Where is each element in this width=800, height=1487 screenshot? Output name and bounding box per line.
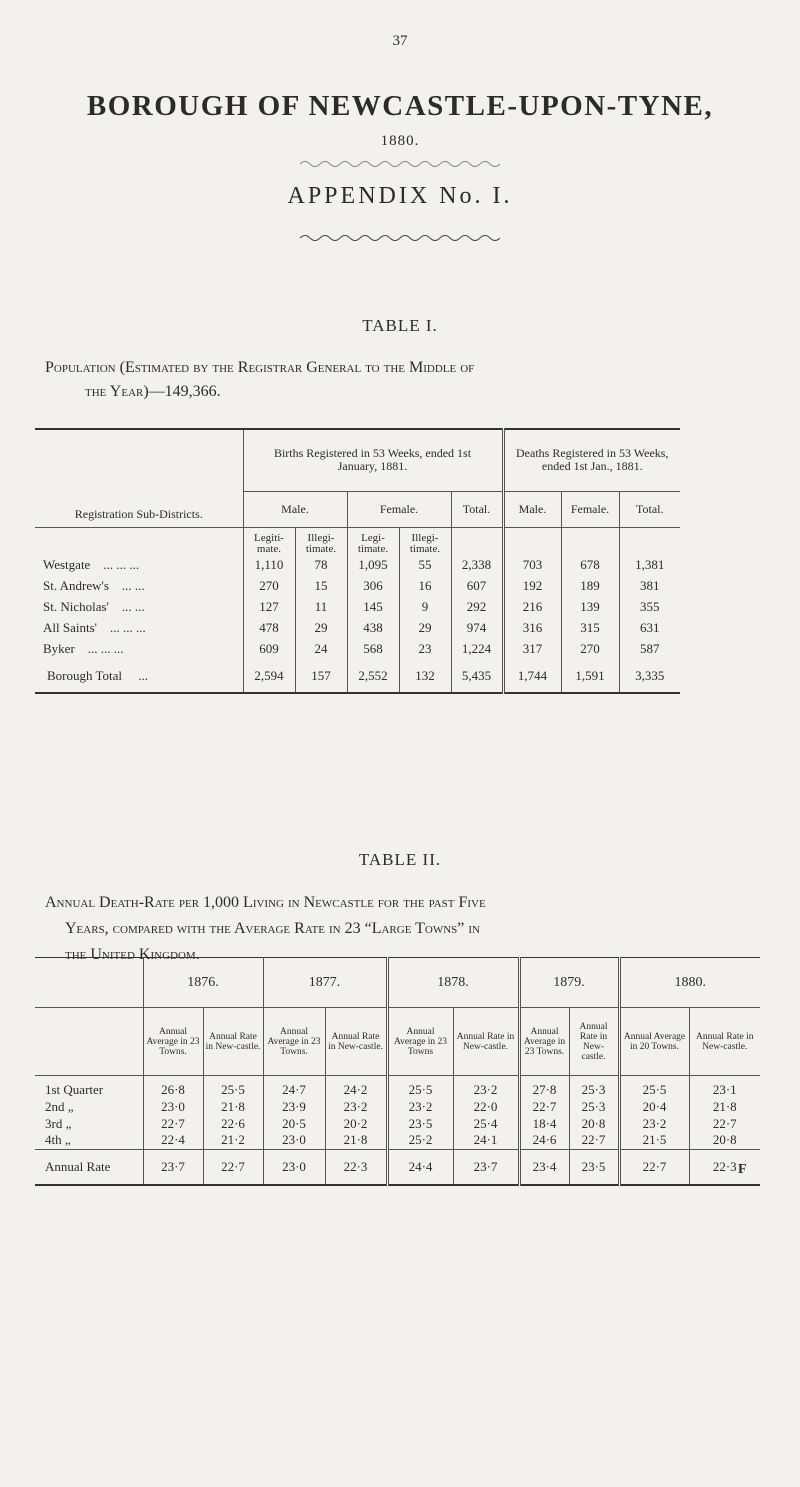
year-header: 1878. [387,958,519,1008]
row-label: 2nd „ [45,1098,74,1114]
quarter-row [35,1115,760,1132]
table-cell: 2,338 [451,555,503,575]
births-header: Births Registered in 53 Weeks, ended 1st January, 1881. [243,429,503,491]
rate-sub-header: Annual Average in 23 Towns. [143,1008,203,1076]
table2-heading: TABLE II. [358,850,442,869]
table-cell: 607 [451,575,503,596]
rate-sub-header: Annual Rate in New-castle. [453,1008,519,1076]
table-cell: 25·5 [203,1076,263,1099]
quarter-row [35,1076,760,1099]
table1-caption [45,356,765,404]
table-cell: 438 [347,617,399,638]
deaths-header: Deaths Registered in 53 Weeks, ended 1st Jan., 1881. [503,429,680,491]
table-cell: 29 [295,617,347,638]
table-cell: 24·6 [519,1132,569,1149]
row-label: Westgate ... ... ... [43,557,140,572]
page-number: 37 [392,33,408,49]
appendix-heading: APPENDIX No. I. [287,183,513,209]
table2-caption-line2: Years, compared with the Average Rate in 23 “Large Towns” in [65,920,480,937]
row-label: Borough Total ... [47,667,149,683]
table-cell: 22·0 [453,1098,519,1115]
table-cell: 139 [561,596,619,617]
table-cell: 24·7 [263,1076,325,1099]
row-label: 3rd „ [45,1115,72,1131]
table-cell: 29 [399,617,451,638]
district-row [35,575,680,596]
table-cell: 25·5 [387,1076,453,1099]
report-year: 1880. [380,133,420,149]
district-row [35,638,680,659]
table2-caption-line3: the United Kingdom. [65,946,200,963]
table-cell: 478 [243,617,295,638]
legitimate-female-header: Legi-timate. [347,527,399,555]
district-row [35,617,680,638]
births-male-header: Male. [243,491,347,527]
births-female-header: Female. [347,491,451,527]
table-cell: 25·2 [387,1132,453,1149]
table-cell: 20·5 [263,1115,325,1132]
annual-rate-row [35,1149,760,1185]
table-cell: 1,381 [619,555,680,575]
table-cell: 23·2 [619,1115,689,1132]
table-cell: 355 [619,596,680,617]
table-cell: 292 [451,596,503,617]
table-cell: 25·3 [569,1098,619,1115]
table-cell: 24·2 [325,1076,387,1099]
table-cell: 306 [347,575,399,596]
table-cell: 23·2 [325,1098,387,1115]
row-label: St. Nicholas' ... ... [43,598,145,614]
table-cell: 15 [295,575,347,596]
table-cell: 23·0 [143,1098,203,1115]
table-cell: 381 [619,575,680,596]
district-column-header: Registration Sub-Districts. [74,506,203,521]
table-cell: 609 [243,638,295,659]
rate-sub-header: Annual Rate in New-castle. [203,1008,263,1076]
table-cell: 1,591 [561,659,619,693]
table-cell: 23 [399,638,451,659]
table-cell: 23·2 [453,1076,519,1099]
table-cell: 5,435 [451,659,503,693]
table-cell: 316 [503,617,561,638]
table-cell: 25·5 [619,1076,689,1099]
table-cell: 2,552 [347,659,399,693]
rate-sub-header: Annual Average in 23 Towns [387,1008,453,1076]
table-cell: 21·2 [203,1132,263,1149]
rate-sub-header: Annual Average in 23 Towns. [519,1008,569,1076]
row-label: Annual Rate [35,1149,143,1185]
table-cell: 270 [561,638,619,659]
illegitimate-female-header: Illegi-timate. [399,527,451,555]
table-cell: 25·3 [569,1076,619,1099]
death-rate-table [35,957,760,1186]
table-cell: 22·4 [143,1132,203,1149]
table-cell: 11 [295,596,347,617]
year-header: 1880. [619,958,760,1008]
table2-caption-line1: Annual Death-Rate per 1,000 Living in Newcastle for the past Five [45,894,486,911]
table-cell: 568 [347,638,399,659]
table-cell: 23·1 [689,1076,760,1099]
table-cell: 317 [503,638,561,659]
table-cell: 22·7 [689,1115,760,1132]
wavy-divider [300,233,500,243]
row-label: St. Andrew's ... ... [43,577,145,593]
wavy-divider [300,159,500,169]
table-cell: 2,594 [243,659,295,693]
row-label: 1st Quarter [35,1076,143,1099]
table-cell: 189 [561,575,619,596]
table-cell: 16 [399,575,451,596]
year-header: 1876. [143,958,263,1008]
table-cell: 24 [295,638,347,659]
table-cell: 315 [561,617,619,638]
deaths-male-header: Male. [503,491,561,527]
table-cell: 192 [503,575,561,596]
table-cell: 23·9 [263,1098,325,1115]
table-cell: 631 [619,617,680,638]
illegitimate-male-header: Illegi-timate. [295,527,347,555]
page-title: BOROUGH OF NEWCASTLE-UPON-TYNE, [86,90,714,122]
rate-sub-header: Annual Rate in New-castle. [689,1008,760,1076]
table-cell: 25·4 [453,1115,519,1132]
table-cell: 23·0 [263,1149,325,1185]
table-cell: 132 [399,659,451,693]
table-cell: 1,744 [503,659,561,693]
year-header: 1877. [263,958,387,1008]
table-cell: 3,335 [619,659,680,693]
table-cell: 23·0 [263,1132,325,1149]
table-cell: 22·7 [619,1149,689,1185]
row-label: 4th „ [45,1132,71,1148]
table-cell: 26·8 [143,1076,203,1099]
table-cell: 78 [295,555,347,575]
table-cell: 21·8 [325,1132,387,1149]
borough-total-row [35,659,680,693]
table-cell: 216 [503,596,561,617]
table-cell: 20·2 [325,1115,387,1132]
table-cell: 55 [399,555,451,575]
table-cell: 20·8 [569,1115,619,1132]
year-header: 1879. [519,958,619,1008]
table-cell: 678 [561,555,619,575]
district-row [35,596,680,617]
table-cell: 703 [503,555,561,575]
table-cell: 974 [451,617,503,638]
table-cell: 270 [243,575,295,596]
table-cell: 145 [347,596,399,617]
legitimate-male-header: Legiti-mate. [243,527,295,555]
row-label: All Saints' ... ... ... [43,619,146,635]
table-cell: 9 [399,596,451,617]
rate-sub-header: Annual Average in 23 Towns. [263,1008,325,1076]
table1-caption-line2: the Year)—149,366. [85,383,221,400]
quarter-row [35,1098,760,1115]
births-total-header: Total. [451,491,503,527]
table-cell: 18·4 [519,1115,569,1132]
table-cell: 22·6 [203,1115,263,1132]
table1-caption-line1: Population (Estimated by the Registrar General to the Middle of [45,359,475,376]
table-cell: 23·7 [453,1149,519,1185]
table-cell: 22·7 [143,1115,203,1132]
signature-mark: F [738,1162,747,1177]
table-cell: 24·4 [387,1149,453,1185]
table-cell: 22·7 [203,1149,263,1185]
table-cell: 21·8 [203,1098,263,1115]
table-cell: 27·8 [519,1076,569,1099]
rate-sub-header: Annual Rate in New-castle. [325,1008,387,1076]
deaths-female-header: Female. [561,491,619,527]
table-cell: 21·5 [619,1132,689,1149]
table-cell: 1,095 [347,555,399,575]
table-cell: 22·3 [689,1149,760,1185]
table-cell: 22·7 [569,1132,619,1149]
rate-sub-header: Annual Average in 20 Towns. [619,1008,689,1076]
table-cell: 23·5 [387,1115,453,1132]
table-cell: 157 [295,659,347,693]
births-deaths-table [35,428,680,694]
table-cell: 22·7 [519,1098,569,1115]
table-cell: 22·3 [325,1149,387,1185]
row-label: Byker ... ... ... [43,640,124,656]
table-cell: 21·8 [689,1098,760,1115]
table-cell: 1,110 [243,555,295,575]
quarter-row [35,1132,760,1149]
table-cell: 587 [619,638,680,659]
table-cell: 23·5 [569,1149,619,1185]
deaths-total-header: Total. [619,491,680,527]
rate-sub-header: Annual Rate in New-castle. [569,1008,619,1076]
table-cell: 24·1 [453,1132,519,1149]
table1-heading: TABLE I. [362,316,438,335]
table-cell: 23·2 [387,1098,453,1115]
table-cell: 23·7 [143,1149,203,1185]
district-row [35,555,680,575]
table-cell: 1,224 [451,638,503,659]
table-cell: 127 [243,596,295,617]
table-cell: 23·4 [519,1149,569,1185]
table-cell: 20·8 [689,1132,760,1149]
table-cell: 20·4 [619,1098,689,1115]
